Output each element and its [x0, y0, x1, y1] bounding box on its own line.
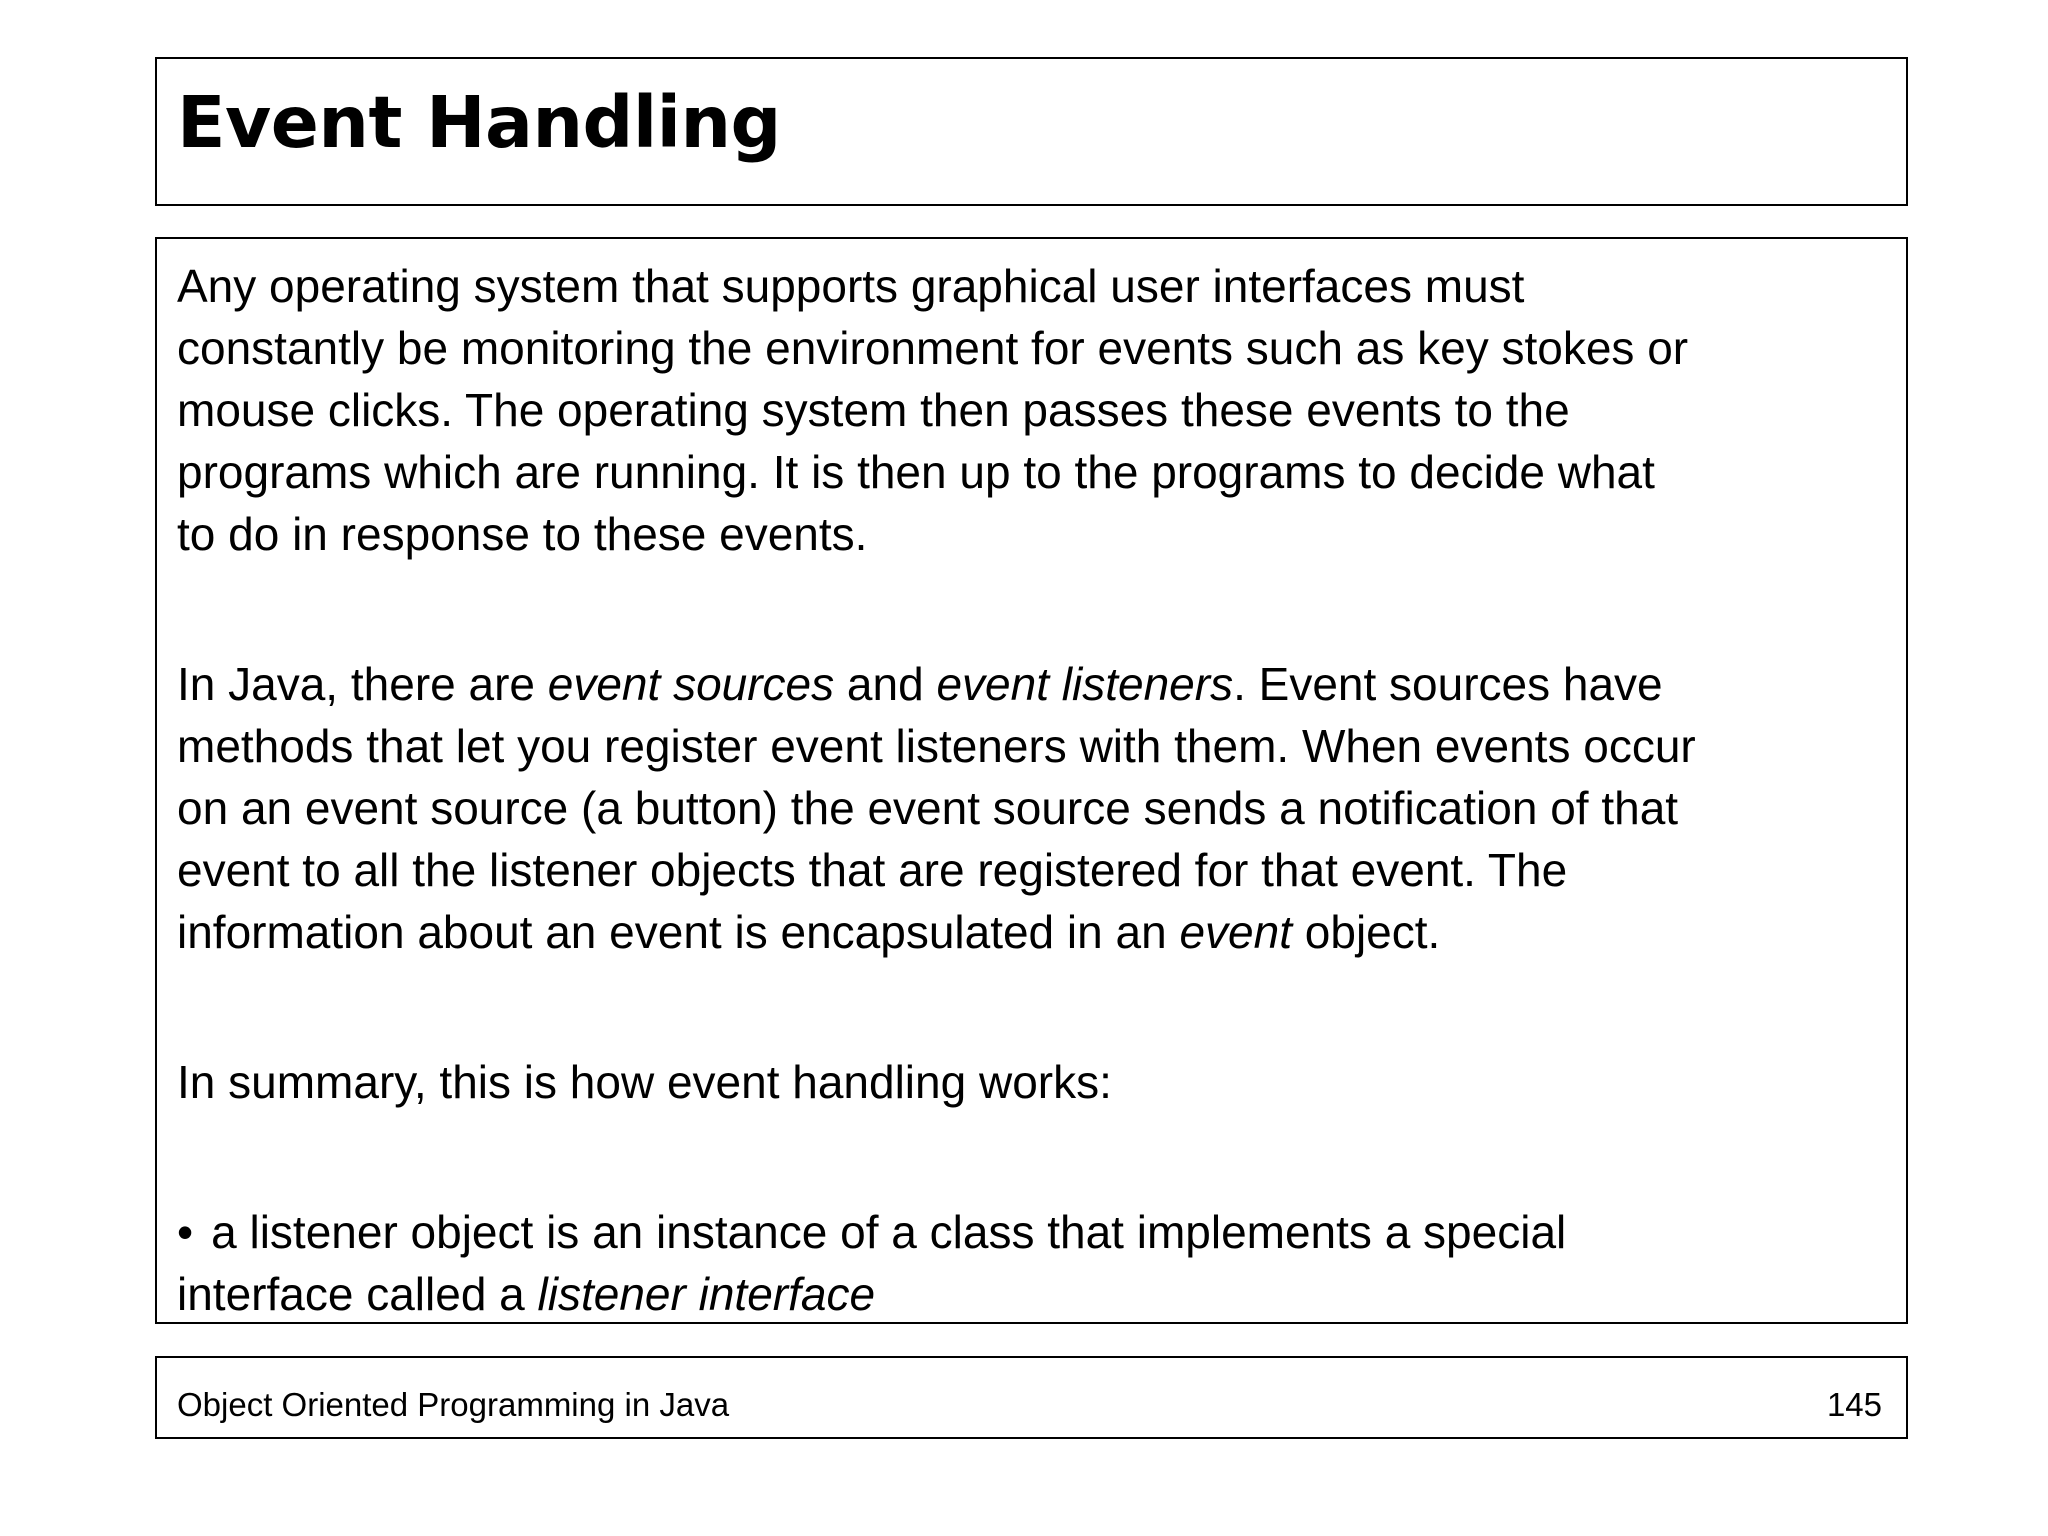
emphasis-event-listeners: event listeners	[936, 658, 1234, 710]
text-line: event to all the listener objects that are registered for that event. The	[177, 844, 1568, 896]
emphasis-listener-interface: listener interface	[537, 1268, 876, 1320]
text-run: and	[834, 658, 937, 710]
page-number: 145	[1826, 1386, 1882, 1423]
text-line	[177, 653, 1892, 715]
paragraph-java-events	[177, 653, 1892, 963]
text-line: mouse clicks. The operating system then passes these events to the	[177, 384, 1570, 436]
title-box	[155, 57, 1908, 206]
paragraph-summary	[177, 1051, 1892, 1113]
paragraph-intro	[177, 255, 1892, 565]
content-box	[155, 237, 1908, 1324]
bullet-icon: •	[177, 1206, 194, 1258]
text-line: In summary, this is how event handling works:	[177, 1056, 1112, 1108]
text-run: object.	[1292, 906, 1441, 958]
text-line: methods that let you register event listeners with them. When events occur	[177, 720, 1696, 772]
text-run: In Java, there are	[177, 658, 548, 710]
slide-body	[177, 255, 1892, 1325]
text-line: on an event source (a button) the event source sends a notification of that	[177, 782, 1679, 834]
text-run: information about an event is encapsulated in an	[177, 906, 1180, 958]
text-run: a listener object is an instance of a class that implements a special	[211, 1206, 1567, 1258]
text-line: programs which are running. It is then up to the programs to decide what	[177, 446, 1655, 498]
emphasis-event: event	[1179, 906, 1292, 958]
text-line	[177, 1263, 1892, 1325]
text-line: to do in response to these events.	[177, 508, 868, 560]
slide-title: Event Handling	[177, 81, 781, 164]
text-line: constantly be monitoring the environment for events such as key stokes or	[177, 322, 1689, 374]
text-run: . Event sources have	[1233, 658, 1663, 710]
text-line	[177, 901, 1892, 963]
text-run: interface called a	[177, 1268, 538, 1320]
footer-course-title: Object Oriented Programming in Java	[177, 1386, 730, 1423]
emphasis-event-sources: event sources	[547, 658, 835, 710]
footer-box	[155, 1356, 1908, 1439]
text-line	[177, 1201, 1892, 1263]
bullet-item	[177, 1201, 1892, 1325]
text-line: Any operating system that supports graphical user interfaces must	[177, 260, 1525, 312]
